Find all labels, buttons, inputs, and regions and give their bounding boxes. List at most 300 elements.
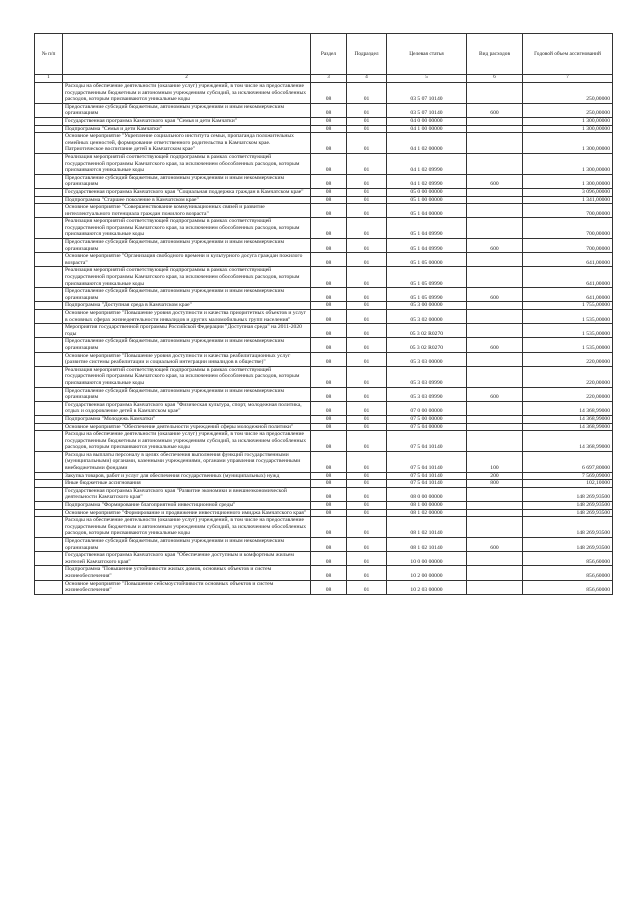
row-razdel-cell: 08 [311, 423, 347, 431]
row-amount-cell: 1 535,00000 [523, 310, 613, 324]
table-row [35, 538, 613, 552]
row-podrazdel-cell: 01 [347, 153, 387, 174]
row-target-article-cell: 07 0 00 00000 [387, 401, 467, 415]
row-expense-type-cell: 600 [467, 103, 523, 117]
row-razdel-cell: 08 [311, 502, 347, 510]
row-name-cell: Основное мероприятие "Повышение уровня доступности и качества приоритетных объектов и услуг в основных сферах жизнедеятельности инвалидов и других маломобильных групп населения" [63, 310, 311, 324]
row-razdel-cell: 08 [311, 415, 347, 423]
row-amount-cell: 1 535,00000 [523, 324, 613, 338]
row-podrazdel-cell: 01 [347, 517, 387, 538]
row-number-cell [35, 302, 63, 310]
row-number-cell [35, 196, 63, 204]
row-podrazdel-cell: 01 [347, 125, 387, 133]
table-row [35, 566, 613, 580]
table-row [35, 487, 613, 501]
row-name-cell: Расходы на обеспечение деятельности (оказание услуг) учреждений, в том числе на предоставление государственным бюджетным и автономным учреждениям субсидий, за исключением обособленных расходов, которым присваиваются уникальные коды [63, 83, 311, 104]
row-name-cell: Основное мероприятие "Укрепление социального института семьи, пропаганда положительных семейных ценностей, формирование ответственного родительства в Камчатском крае. Патриотическое воспитание детей в Камчатском крае" [63, 133, 311, 154]
row-number-cell [35, 288, 63, 302]
row-amount-cell: 856,60000 [523, 566, 613, 580]
row-number-cell [35, 117, 63, 125]
row-podrazdel-cell: 01 [347, 552, 387, 566]
row-name-cell: Реализация мероприятий соответствующей подпрограммы в рамках соответствующей государственной программы Камчатского края, за исключением обособленных расходов, которым присваиваются уникальные коды [63, 218, 311, 239]
row-razdel-cell: 08 [311, 174, 347, 188]
row-amount-cell: 220,00000 [523, 366, 613, 387]
row-target-article-cell: 10 2 00 00000 [387, 566, 467, 580]
row-razdel-cell: 08 [311, 288, 347, 302]
row-name-cell: Основное мероприятие "Совершенствование коммуникационных связей и развитие интеллектуального потенциала граждан пожилого возраста" [63, 204, 311, 218]
row-razdel-cell: 08 [311, 401, 347, 415]
budget-table-sheet [34, 33, 612, 595]
row-expense-type-cell [467, 366, 523, 387]
table-row [35, 401, 613, 415]
row-amount-cell: 1 341,00000 [523, 196, 613, 204]
row-expense-type-cell [467, 188, 523, 196]
row-name-cell: Предоставление субсидий бюджетным, автономным учреждениям и иным некоммерческим организациям [63, 239, 311, 253]
row-podrazdel-cell: 01 [347, 487, 387, 501]
row-number-cell [35, 423, 63, 431]
row-number-cell [35, 566, 63, 580]
row-target-article-cell: 05 1 04 09990 [387, 218, 467, 239]
row-target-article-cell: 07 5 04 00000 [387, 423, 467, 431]
row-expense-type-cell [467, 401, 523, 415]
row-podrazdel-cell: 01 [347, 401, 387, 415]
row-name-cell: Предоставление субсидий бюджетным, автономным учреждениям и иным некоммерческим организациям [63, 338, 311, 352]
header-podrazdel: Подраздел [347, 34, 387, 75]
row-name-cell: Предоставление субсидий бюджетным, автономным учреждениям и иным некоммерческим организациям [63, 288, 311, 302]
row-number-cell [35, 517, 63, 538]
row-podrazdel-cell: 01 [347, 538, 387, 552]
row-target-article-cell: 05 1 04 00000 [387, 204, 467, 218]
row-podrazdel-cell: 01 [347, 204, 387, 218]
row-target-article-cell: 07 5 04 10140 [387, 431, 467, 452]
row-target-article-cell: 10 2 03 00000 [387, 580, 467, 594]
row-amount-cell: 641,00000 [523, 288, 613, 302]
row-number-cell [35, 366, 63, 387]
row-amount-cell: 856,60000 [523, 580, 613, 594]
row-expense-type-cell [467, 352, 523, 366]
table-row [35, 83, 613, 104]
row-name-cell: Реализация мероприятий соответствующей подпрограммы в рамках соответствующей государственной программы Камчатского края, за исключением обособленных расходов, которым присваиваются уникальные коды [63, 366, 311, 387]
row-razdel-cell: 08 [311, 117, 347, 125]
row-name-cell: Основное мероприятие "Обеспечение деятельности учреждений сферы молодежной политики" [63, 423, 311, 431]
row-amount-cell: 220,00000 [523, 352, 613, 366]
row-amount-cell: 700,00000 [523, 204, 613, 218]
row-expense-type-cell [467, 517, 523, 538]
index-cell: 3 [311, 75, 347, 83]
row-target-article-cell: 05 3 00 00000 [387, 302, 467, 310]
table-row [35, 204, 613, 218]
row-podrazdel-cell: 01 [347, 352, 387, 366]
row-razdel-cell: 08 [311, 451, 347, 472]
row-target-article-cell: 05 1 05 09990 [387, 288, 467, 302]
row-name-cell: Подпрограмма "Молодежь Камчатки" [63, 415, 311, 423]
row-target-article-cell: 04 1 02 00000 [387, 133, 467, 154]
row-amount-cell: 14 368,99000 [523, 423, 613, 431]
row-razdel-cell: 08 [311, 218, 347, 239]
table-row [35, 188, 613, 196]
row-number-cell [35, 324, 63, 338]
row-podrazdel-cell: 01 [347, 431, 387, 452]
row-name-cell: Основное мероприятие "Повышение уровня доступности и качества реабилитационных услуг (развитие системы реабилитации и социальной интеграции инвалидов в обществе)" [63, 352, 311, 366]
row-target-article-cell: 05 3 02 00000 [387, 310, 467, 324]
row-podrazdel-cell: 01 [347, 310, 387, 324]
row-name-cell: Предоставление субсидий бюджетным, автономным учреждениям и иным некоммерческим организациям [63, 387, 311, 401]
row-razdel-cell: 08 [311, 196, 347, 204]
table-row [35, 288, 613, 302]
row-podrazdel-cell: 01 [347, 480, 387, 488]
row-amount-cell: 1 300,00000 [523, 174, 613, 188]
row-amount-cell: 1 755,00000 [523, 302, 613, 310]
row-target-article-cell: 05 1 00 00000 [387, 196, 467, 204]
row-expense-type-cell: 600 [467, 538, 523, 552]
table-row [35, 480, 613, 488]
row-razdel-cell: 08 [311, 472, 347, 480]
row-amount-cell: 14 368,99000 [523, 431, 613, 452]
table-row [35, 431, 613, 452]
row-expense-type-cell [467, 133, 523, 154]
row-amount-cell: 148 269,93500 [523, 517, 613, 538]
row-expense-type-cell [467, 117, 523, 125]
row-podrazdel-cell: 01 [347, 188, 387, 196]
index-cell: 5 [387, 75, 467, 83]
row-name-cell: Государственная программа Камчатского края "Физическая культура, спорт, молодежная политика, отдых и оздоровление детей в Камчатском крае" [63, 401, 311, 415]
row-name-cell: Расходы на выплаты персоналу в целях обеспечения выполнения функций государственными (муниципальными) органами, казенными учреждениями, органами управления государственными внебюджетными фондами [63, 451, 311, 472]
row-amount-cell: 250,00000 [523, 103, 613, 117]
row-expense-type-cell [467, 204, 523, 218]
row-number-cell [35, 310, 63, 324]
row-amount-cell: 1 300,00000 [523, 133, 613, 154]
row-number-cell [35, 538, 63, 552]
row-number-cell [35, 218, 63, 239]
row-amount-cell: 14 368,99000 [523, 415, 613, 423]
row-podrazdel-cell: 01 [347, 366, 387, 387]
row-razdel-cell: 08 [311, 480, 347, 488]
table-row [35, 451, 613, 472]
row-podrazdel-cell: 01 [347, 218, 387, 239]
row-number-cell [35, 174, 63, 188]
row-podrazdel-cell: 01 [347, 580, 387, 594]
row-expense-type-cell [467, 267, 523, 288]
row-amount-cell: 148 269,93500 [523, 487, 613, 501]
row-amount-cell: 6 697,80000 [523, 451, 613, 472]
row-target-article-cell: 08 1 02 00000 [387, 509, 467, 517]
table-row [35, 472, 613, 480]
row-target-article-cell: 05 1 05 00000 [387, 253, 467, 267]
row-razdel-cell: 08 [311, 580, 347, 594]
row-amount-cell: 250,00000 [523, 83, 613, 104]
row-razdel-cell: 08 [311, 338, 347, 352]
row-number-cell [35, 451, 63, 472]
row-razdel-cell: 08 [311, 83, 347, 104]
header-row [35, 34, 613, 75]
row-target-article-cell: 07 5 04 10140 [387, 451, 467, 472]
row-podrazdel-cell: 01 [347, 509, 387, 517]
row-name-cell: Подпрограмма "Повышение устойчивости жилых домов, основных объектов и систем жизнеобеспечения" [63, 566, 311, 580]
table-row [35, 423, 613, 431]
row-number-cell [35, 267, 63, 288]
row-expense-type-cell: 600 [467, 338, 523, 352]
table-row [35, 196, 613, 204]
row-podrazdel-cell: 01 [347, 103, 387, 117]
row-name-cell: Государственная программа Камчатского края "Обеспечение доступным и комфортным жильем жителей Камчатского края" [63, 552, 311, 566]
row-expense-type-cell [467, 431, 523, 452]
row-target-article-cell: 10 0 00 00000 [387, 552, 467, 566]
table-row [35, 117, 613, 125]
row-razdel-cell: 08 [311, 387, 347, 401]
header-razdel: Раздел [311, 34, 347, 75]
table-row [35, 125, 613, 133]
row-name-cell: Подпрограмма "Семья и дети Камчатки" [63, 125, 311, 133]
row-target-article-cell: 07 5 00 00000 [387, 415, 467, 423]
index-cell: 6 [467, 75, 523, 83]
row-expense-type-cell [467, 310, 523, 324]
row-expense-type-cell: 100 [467, 451, 523, 472]
row-podrazdel-cell: 01 [347, 324, 387, 338]
row-razdel-cell: 08 [311, 239, 347, 253]
row-razdel-cell: 08 [311, 125, 347, 133]
row-number-cell [35, 83, 63, 104]
row-name-cell: Расходы на обеспечение деятельности (оказание услуг) учреждений, в том числе на предоставление государственным бюджетным и автономным учреждениям субсидий, за исключением обособленных расходов, которым присваиваются уникальные коды [63, 517, 311, 538]
row-razdel-cell: 08 [311, 509, 347, 517]
row-target-article-cell: 08 1 02 10140 [387, 538, 467, 552]
row-target-article-cell: 08 1 02 10140 [387, 517, 467, 538]
table-row [35, 324, 613, 338]
row-amount-cell: 1 535,00000 [523, 338, 613, 352]
row-amount-cell: 102,10000 [523, 480, 613, 488]
row-number-cell [35, 487, 63, 501]
header-annual-amount: Годовой объем ассигнований [523, 34, 613, 75]
row-expense-type-cell [467, 415, 523, 423]
row-podrazdel-cell: 01 [347, 253, 387, 267]
table-row [35, 580, 613, 594]
header-name [63, 34, 311, 75]
row-expense-type-cell [467, 125, 523, 133]
table-row [35, 174, 613, 188]
row-expense-type-cell [467, 218, 523, 239]
row-name-cell: Подпрограмма "Формирование благоприятной инвестиционной среды" [63, 502, 311, 510]
row-expense-type-cell [467, 253, 523, 267]
row-amount-cell: 148 269,93500 [523, 538, 613, 552]
row-expense-type-cell [467, 324, 523, 338]
row-podrazdel-cell: 01 [347, 472, 387, 480]
row-target-article-cell: 04 1 02 09990 [387, 174, 467, 188]
row-name-cell: Предоставление субсидий бюджетным, автономным учреждениям и иным некоммерческим организациям [63, 103, 311, 117]
row-target-article-cell: 04 1 02 09990 [387, 153, 467, 174]
row-expense-type-cell [467, 487, 523, 501]
row-razdel-cell: 08 [311, 188, 347, 196]
row-number-cell [35, 204, 63, 218]
table-row [35, 366, 613, 387]
row-expense-type-cell: 600 [467, 174, 523, 188]
row-target-article-cell: 05 3 02 R0270 [387, 338, 467, 352]
index-cell: 4 [347, 75, 387, 83]
row-name-cell: Государственная программа Камчатского края "Социальная поддержка граждан в Камчатском крае" [63, 188, 311, 196]
row-number-cell [35, 401, 63, 415]
row-number-cell [35, 253, 63, 267]
row-podrazdel-cell: 01 [347, 451, 387, 472]
row-name-cell: Закупка товаров, работ и услуг для обеспечения государственных (муниципальных) нужд [63, 472, 311, 480]
row-amount-cell: 148 269,93500 [523, 509, 613, 517]
row-razdel-cell: 08 [311, 352, 347, 366]
row-expense-type-cell [467, 83, 523, 104]
row-name-cell: Подпрограмма "Доступная среда в Камчатском крае" [63, 302, 311, 310]
row-razdel-cell: 08 [311, 431, 347, 452]
row-razdel-cell: 08 [311, 324, 347, 338]
row-number-cell [35, 133, 63, 154]
row-expense-type-cell [467, 566, 523, 580]
row-razdel-cell: 08 [311, 517, 347, 538]
row-amount-cell: 7 569,09000 [523, 472, 613, 480]
row-podrazdel-cell: 01 [347, 566, 387, 580]
row-target-article-cell: 05 3 03 09990 [387, 387, 467, 401]
row-target-article-cell: 05 1 05 09990 [387, 267, 467, 288]
table-row [35, 502, 613, 510]
index-cell: 7 [523, 75, 613, 83]
row-expense-type-cell [467, 580, 523, 594]
row-target-article-cell: 08 0 00 00000 [387, 487, 467, 501]
row-podrazdel-cell: 01 [347, 502, 387, 510]
table-row [35, 302, 613, 310]
row-number-cell [35, 431, 63, 452]
row-name-cell: Основное мероприятие "Организация свободного времени и культурного досуга граждан пожилого возраста" [63, 253, 311, 267]
header-number: № п/п [35, 34, 63, 75]
budget-allocation-table [34, 33, 613, 595]
row-podrazdel-cell: 01 [347, 267, 387, 288]
row-target-article-cell: 08 1 00 00000 [387, 502, 467, 510]
row-razdel-cell: 08 [311, 310, 347, 324]
row-expense-type-cell: 600 [467, 239, 523, 253]
row-razdel-cell: 08 [311, 133, 347, 154]
row-podrazdel-cell: 01 [347, 196, 387, 204]
table-row [35, 352, 613, 366]
row-target-article-cell: 03 5 07 10140 [387, 103, 467, 117]
row-razdel-cell: 08 [311, 552, 347, 566]
row-name-cell: Расходы на обеспечение деятельности (оказание услуг) учреждений, в том числе на предоставление государственным бюджетным и автономным учреждениям субсидий, за исключением обособленных расходов, которым присваиваются уникальные коды [63, 431, 311, 452]
row-razdel-cell: 08 [311, 267, 347, 288]
row-expense-type-cell: 800 [467, 480, 523, 488]
row-target-article-cell: 04 0 00 00000 [387, 117, 467, 125]
row-amount-cell: 700,00000 [523, 218, 613, 239]
row-number-cell [35, 580, 63, 594]
row-razdel-cell: 08 [311, 153, 347, 174]
row-expense-type-cell [467, 153, 523, 174]
row-target-article-cell: 05 3 03 00000 [387, 352, 467, 366]
row-razdel-cell: 08 [311, 366, 347, 387]
row-podrazdel-cell: 01 [347, 174, 387, 188]
row-name-cell: Основное мероприятие "Повышение сейсмоустойчивости основных объектов и систем жизнеобеспечения" [63, 580, 311, 594]
header-expense-type: Вид расходов [467, 34, 523, 75]
row-amount-cell: 1 300,00000 [523, 117, 613, 125]
row-podrazdel-cell: 01 [347, 302, 387, 310]
row-amount-cell: 1 300,00000 [523, 153, 613, 174]
row-number-cell [35, 338, 63, 352]
row-number-cell [35, 125, 63, 133]
row-razdel-cell: 08 [311, 538, 347, 552]
table-row [35, 387, 613, 401]
index-cell: 1 [35, 75, 63, 83]
row-razdel-cell: 08 [311, 253, 347, 267]
row-name-cell: Иные бюджетные ассигнования [63, 480, 311, 488]
row-number-cell [35, 239, 63, 253]
row-razdel-cell: 08 [311, 103, 347, 117]
row-number-cell [35, 153, 63, 174]
row-expense-type-cell: 600 [467, 387, 523, 401]
row-name-cell: Подпрограмма "Старшее поколение в Камчатском крае" [63, 196, 311, 204]
table-row [35, 552, 613, 566]
index-cell: 2 [63, 75, 311, 83]
row-amount-cell: 14 368,99000 [523, 401, 613, 415]
table-row [35, 415, 613, 423]
table-row [35, 239, 613, 253]
row-name-cell: Реализация мероприятий соответствующей подпрограммы в рамках соответствующей государственной программы Камчатского края, за исключением обособленных расходов, которым присваиваются уникальные коды [63, 267, 311, 288]
row-name-cell: Государственная программа Камчатского края "Развитие экономики и внешнеэкономической деятельности Камчатского края" [63, 487, 311, 501]
row-podrazdel-cell: 01 [347, 338, 387, 352]
row-expense-type-cell [467, 502, 523, 510]
row-number-cell [35, 502, 63, 510]
row-razdel-cell: 08 [311, 302, 347, 310]
row-podrazdel-cell: 01 [347, 415, 387, 423]
row-target-article-cell: 07 5 04 10140 [387, 472, 467, 480]
row-target-article-cell: 05 1 04 09990 [387, 239, 467, 253]
row-razdel-cell: 08 [311, 487, 347, 501]
row-expense-type-cell [467, 196, 523, 204]
row-name-cell: Реализация мероприятий соответствующей подпрограммы в рамках соответствующей государственной программы Камчатского края, за исключением обособленных расходов, которым присваиваются уникальные коды [63, 153, 311, 174]
row-razdel-cell: 08 [311, 204, 347, 218]
row-target-article-cell: 05 3 03 09990 [387, 366, 467, 387]
row-number-cell [35, 415, 63, 423]
table-row [35, 133, 613, 154]
row-amount-cell: 700,00000 [523, 239, 613, 253]
table-row [35, 103, 613, 117]
row-number-cell [35, 188, 63, 196]
row-expense-type-cell [467, 302, 523, 310]
row-number-cell [35, 103, 63, 117]
row-amount-cell: 856,60000 [523, 552, 613, 566]
row-name-cell: Основное мероприятие "Формирование и продвижение инвестиционного имиджа Камчатского края" [63, 509, 311, 517]
row-podrazdel-cell: 01 [347, 133, 387, 154]
row-number-cell [35, 480, 63, 488]
row-razdel-cell: 08 [311, 566, 347, 580]
row-amount-cell: 1 300,00000 [523, 125, 613, 133]
row-number-cell [35, 509, 63, 517]
row-amount-cell: 641,00000 [523, 267, 613, 288]
row-expense-type-cell [467, 509, 523, 517]
column-index-row [35, 75, 613, 83]
row-expense-type-cell: 600 [467, 288, 523, 302]
row-amount-cell: 220,00000 [523, 387, 613, 401]
row-name-cell: Государственная программа Камчатского края "Семья и дети Камчатки" [63, 117, 311, 125]
row-target-article-cell: 03 5 07 10140 [387, 83, 467, 104]
row-amount-cell: 3 096,00000 [523, 188, 613, 196]
row-number-cell [35, 552, 63, 566]
row-name-cell: Предоставление субсидий бюджетным, автономным учреждениям и иным некоммерческим организациям [63, 174, 311, 188]
row-target-article-cell: 05 3 02 R0270 [387, 324, 467, 338]
row-expense-type-cell [467, 552, 523, 566]
row-expense-type-cell [467, 423, 523, 431]
table-row [35, 310, 613, 324]
row-number-cell [35, 387, 63, 401]
row-expense-type-cell: 200 [467, 472, 523, 480]
row-number-cell [35, 472, 63, 480]
table-row [35, 267, 613, 288]
row-target-article-cell: 05 0 00 00000 [387, 188, 467, 196]
row-podrazdel-cell: 01 [347, 117, 387, 125]
row-name-cell: Мероприятия государственной программы Российской Федерации "Доступная среда" на 2011-2020 годы [63, 324, 311, 338]
table-row [35, 153, 613, 174]
row-amount-cell: 148 269,93500 [523, 502, 613, 510]
table-body [35, 83, 613, 595]
row-podrazdel-cell: 01 [347, 423, 387, 431]
